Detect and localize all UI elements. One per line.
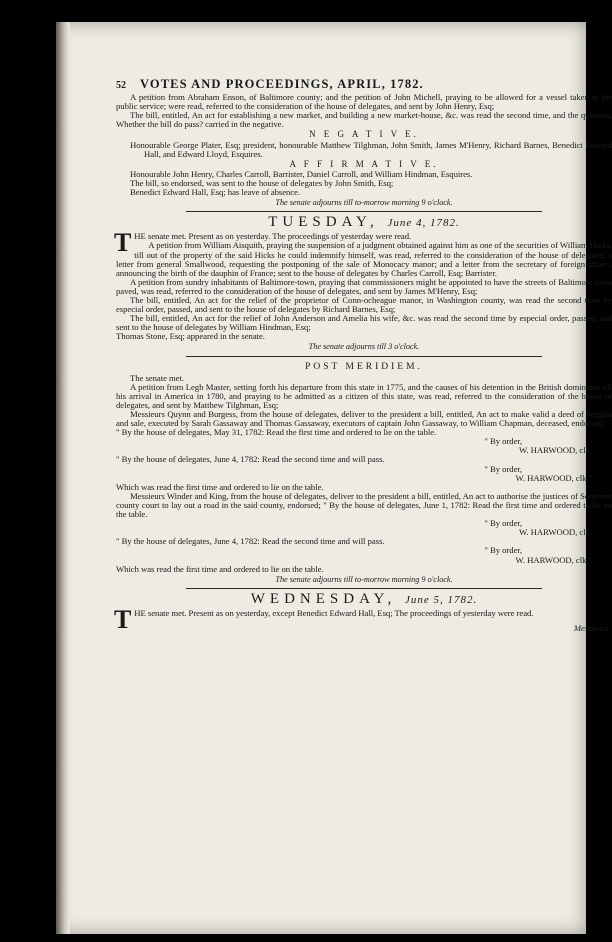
by-order-line: " By order, xyxy=(484,518,522,529)
running-header xyxy=(116,77,612,91)
section-divider xyxy=(186,356,542,357)
affirmative-names: Honourable John Henry, Charles Carroll, Barrister, Daniel Carroll, and William Hindman, Esquires. xyxy=(130,168,473,179)
paragraph: The bill, entitled, An act for the relief of the proprietor of Conn-ocheague manor, in Washington county, was read the second time by especial order, passed, and sent to the house of delegates by Richard Barnes, Esq; xyxy=(116,294,612,315)
paragraph: Benedict Edward Hall, Esq; has leave of absence. xyxy=(130,187,301,198)
paragraph: The bill, entitled, An act for establishing a new market, and building a new market-house, &c. was read the second time, and the question, Whether the bill do pass? carried in the negative. xyxy=(116,110,612,130)
paragraph: A petition from sundry inhabitants of Baltimore-town, praying that commissioners might be appointed to have the streets of Baltimore town paved, was read, referred to the consideration of the house of delegates, and sent by James M'Henry, Esq; xyxy=(116,276,612,296)
clerk-signature: W. HARWOOD, clk." xyxy=(515,554,592,565)
by-order-line: " By order, xyxy=(484,545,522,556)
quoted-endorsement: " By the house of delegates, June 4, 1782: Read the second time and will pass. xyxy=(116,454,385,465)
day-heading-tuesday xyxy=(116,214,612,231)
page-content xyxy=(114,77,612,634)
post-meridiem-heading: POST MERIDIEM. xyxy=(305,361,423,372)
page-binding-shadow xyxy=(56,22,70,934)
paragraph: The bill, entitled, An act for the relief of John Anderson and Amelia his wife, &c. was read the second time by especial order, passed, and sent to the house of delegates by William Hindman, Esq; xyxy=(116,313,612,333)
by-order-line: " By order, xyxy=(484,436,522,447)
paragraph: A petition from William Aisquith, praying the suspension of a judgment obtained against him as one of the securities of William Hicks, till out of the property of the said Hicks he could indemnify himself, was read, referred to the consideration of the house of delegates; a letter from general Smallwood, requesting the postponing of the sale of Monocacy manor; and a letter from the secretary of foreign affairs, announcing the birth of the dauphin of France; sent to the house of delegates by Charles Carroll, Esq; Barrister. xyxy=(116,240,612,278)
paragraph: A petition from Legh Master, setting forth his departure from this state in 1775, and the causes of his detention in the British dominions till his arrival in America in 1780, and praying to be admitted as a citizen of this state, was read, referred to the consideration of the house of delegates, and sent by Matthew Tilghman, Esq; xyxy=(116,381,612,410)
paragraph: Messieurs Winder and King, from the house of delegates, deliver to the president a bill, entitled, An act to authorise the justices of Somerset county court to lay out a road in the said county, endorsed; " By the house of delegates, June 1, 1782: Read the first time and ordered to lie on the table. xyxy=(116,490,612,520)
clerk-signature: W. HARWOOD, clk." xyxy=(515,472,592,483)
section-divider xyxy=(186,211,542,212)
catchword: Messieurs xyxy=(573,622,608,633)
drop-cap: T xyxy=(114,604,132,634)
clerk-signature: W. HARWOOD, clk. xyxy=(519,445,592,456)
adjournment-note: The senate adjourns till to-morrow morning 9 o'clock. xyxy=(275,198,453,208)
day-date: June 5, 1782. xyxy=(404,593,478,606)
adjournment-note: The senate adjourns till to-morrow morning 9 o'clock. xyxy=(275,574,453,584)
paragraph-text: HE senate met. Present as on yesterday, except Benedict Edward Hall, Esq; The proceedings of yesterday were read. xyxy=(134,607,534,618)
quoted-endorsement: " By the house of delegates, May 31, 1782: Read the first time and ordered to lie on the table. xyxy=(116,427,437,438)
negative-heading: N E G A T I V E. xyxy=(309,129,419,140)
page-number: 52 xyxy=(116,80,126,91)
quoted-endorsement: " By the house of delegates, June 4, 1782: Read the second time and will pass. xyxy=(116,536,385,547)
paragraph: Thomas Stone, Esq; appeared in the senate. xyxy=(116,331,265,342)
paragraph: The bill, so endorsed, was sent to the house of delegates by John Smith, Esq; xyxy=(130,177,394,188)
day-date: June 4, 1782. xyxy=(387,217,460,230)
paragraph: Which was read the first time and ordered to lie on the table. xyxy=(116,563,324,574)
paragraph: Which was read the first time and ordered to lie on the table. xyxy=(116,481,324,492)
paragraph-text: HE senate met. Present as on yesterday. The proceedings of yesterday were read. xyxy=(134,231,412,242)
section-divider xyxy=(186,588,542,589)
document-page xyxy=(56,22,612,934)
by-order-line: " By order, xyxy=(484,463,522,474)
day-heading-wednesday xyxy=(116,590,612,607)
running-title: VOTES AND PROCEEDINGS, APRIL, 1782. xyxy=(140,77,424,91)
paragraph: Messieurs Quynn and Burgess, from the house of delegates, deliver to the president a bill, entitled, An act to make valid a deed of bargain and sale, executed by Sarah Gassaway and Thomas Gassaway, executors of captain John Gassaway, to William Chapman, deceased, endorsed; xyxy=(116,409,612,429)
day-name: WEDNESDAY, xyxy=(250,590,397,607)
paragraph: A petition from Abraham Enson, of Baltimore county; and the petition of John Michell, praying to be allowed for a vessel taken in the public service; were read, referred to the consideration of the house of delegates, and sent by John Henry, Esq; xyxy=(116,92,612,112)
negative-names: Honourable George Plater, Esq; president, honourable Matthew Tilghman, John Smith, James M'Henry, Richard Barnes, Benedict Edward Hall, and Edward Lloyd, Esquires. xyxy=(130,139,612,159)
day-name: TUESDAY, xyxy=(268,214,379,231)
adjournment-note: The senate adjourns till 3 o'clock. xyxy=(308,342,420,352)
clerk-signature: W. HARWOOD, clk. xyxy=(519,527,592,538)
drop-cap: T xyxy=(114,228,132,258)
affirmative-heading: A F F I R M A T I V E. xyxy=(289,158,439,169)
paragraph: The senate met. xyxy=(130,372,185,383)
